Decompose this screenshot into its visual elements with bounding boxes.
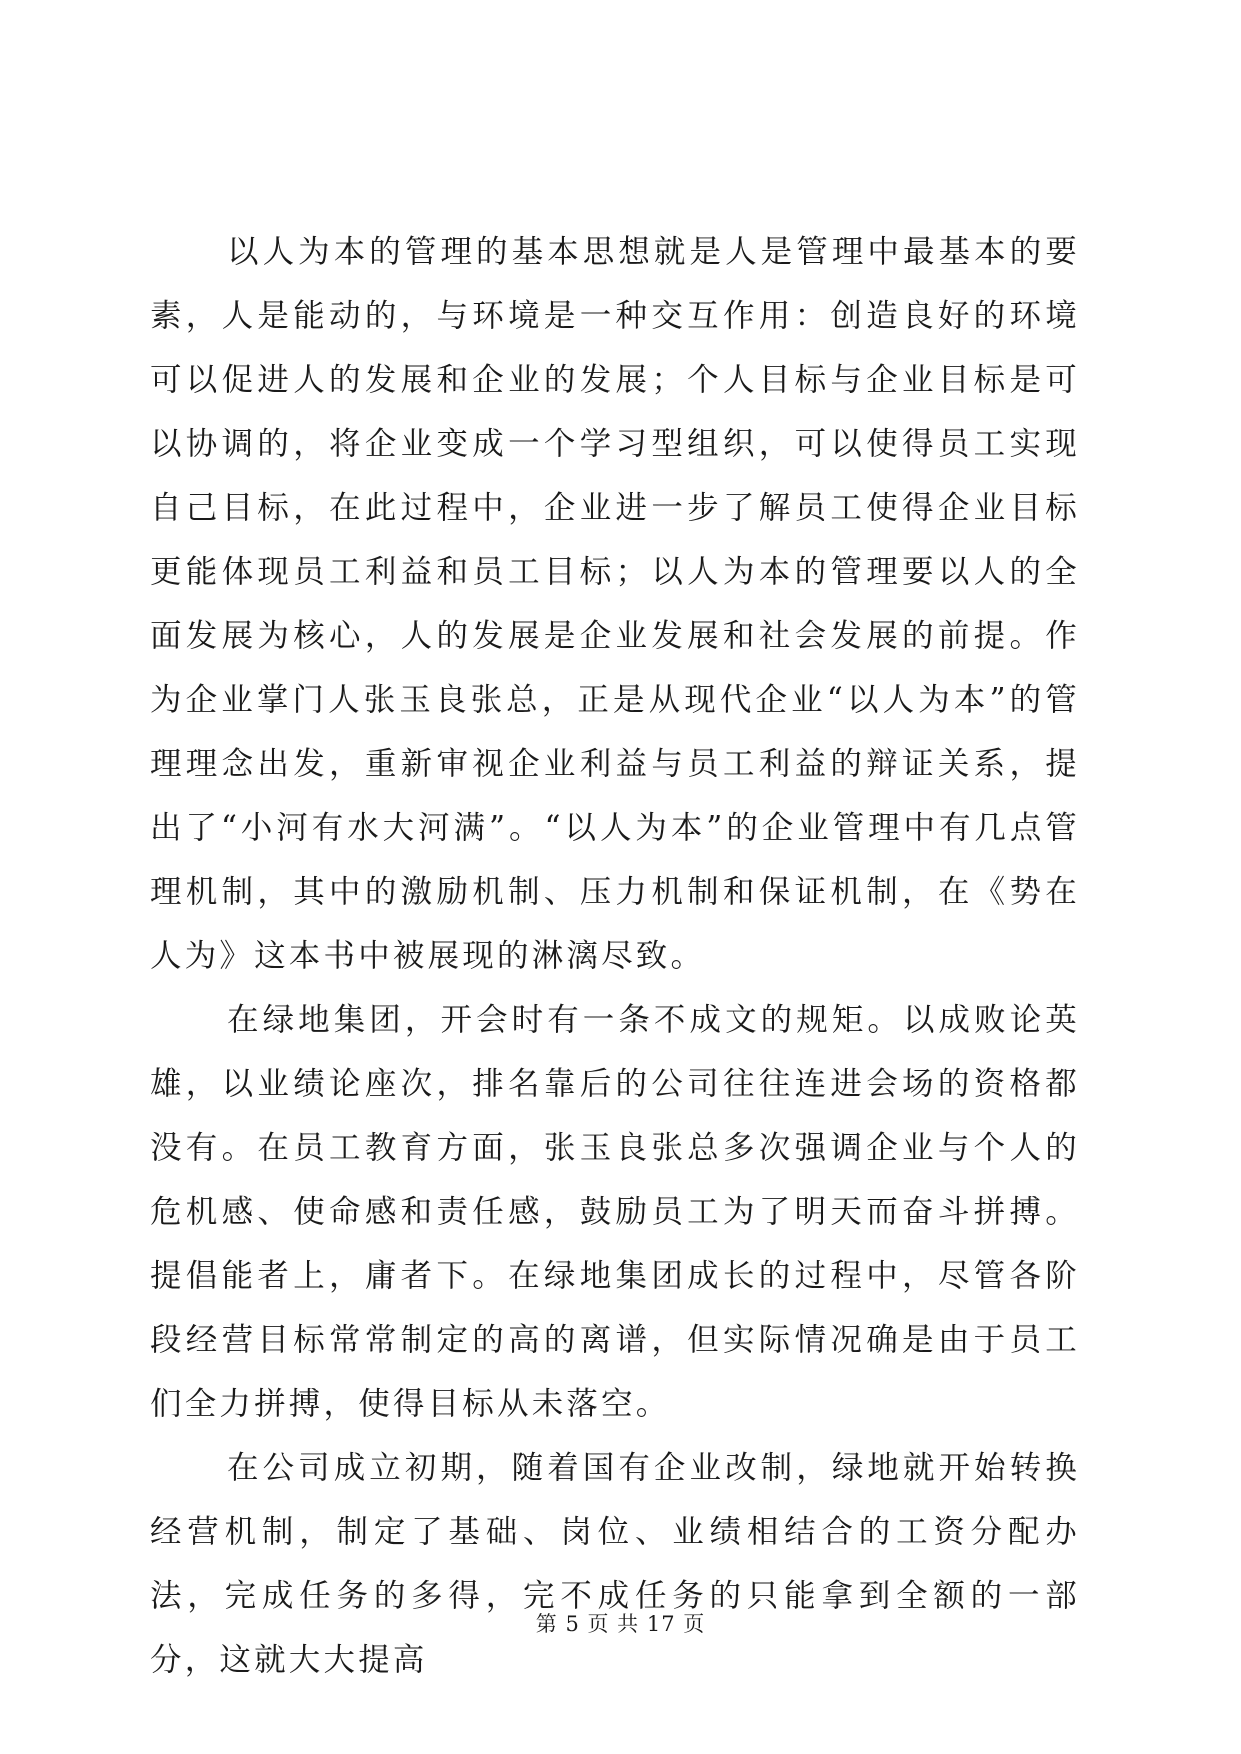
paragraph: 在绿地集团，开会时有一条不成文的规矩。以成败论英雄，以业绩论座次，排名靠后的公司往往连进会场的资格都没有。在员工教育方面，张玉良张总多次强调企业与个人的危机感、使命感和责任感，鼓励员工为了明天而奋斗拼搏。提倡能者上，庸者下。在绿地集团成长的过程中，尽管各阶段经营目标常常制定的高的离谱，但实际情况确是由于员工们全力拼搏，使得目标从未落空。 [150,1002,1080,1422]
paragraph: 在公司成立初期，随着国有企业改制，绿地就开始转换经营机制，制定了基础、岗位、业绩相结合的工资分配办法，完成任务的多得，完不成任务的只能拿到全额的一部分，这就大大提高 [150,1450,1080,1678]
document-body [150,220,1080,1692]
page-number-footer: 第 5 页 共 17 页 [535,1612,706,1636]
paragraph: 以人为本的管理的基本思想就是人是管理中最基本的要素，人是能动的，与环境是一种交互作用：创造良好的环境可以促进人的发展和企业的发展；个人目标与企业目标是可以协调的，将企业变成一个学习型组织，可以使得员工实现自己目标，在此过程中，企业进一步了解员工使得企业目标更能体现员工利益和员工目标；以人为本的管理要以人的全面发展为核心，人的发展是企业发展和社会发展的前提。作为企业掌门人张玉良张总，正是从现代企业“以人为本”的管理理念出发，重新审视企业利益与员工利益的辩证关系，提出了“小河有水大河满”。“以人为本”的企业管理中有几点管理机制，其中的激励机制、压力机制和保证机制，在《势在人为》这本书中被展现的淋漓尽致。 [150,234,1080,974]
